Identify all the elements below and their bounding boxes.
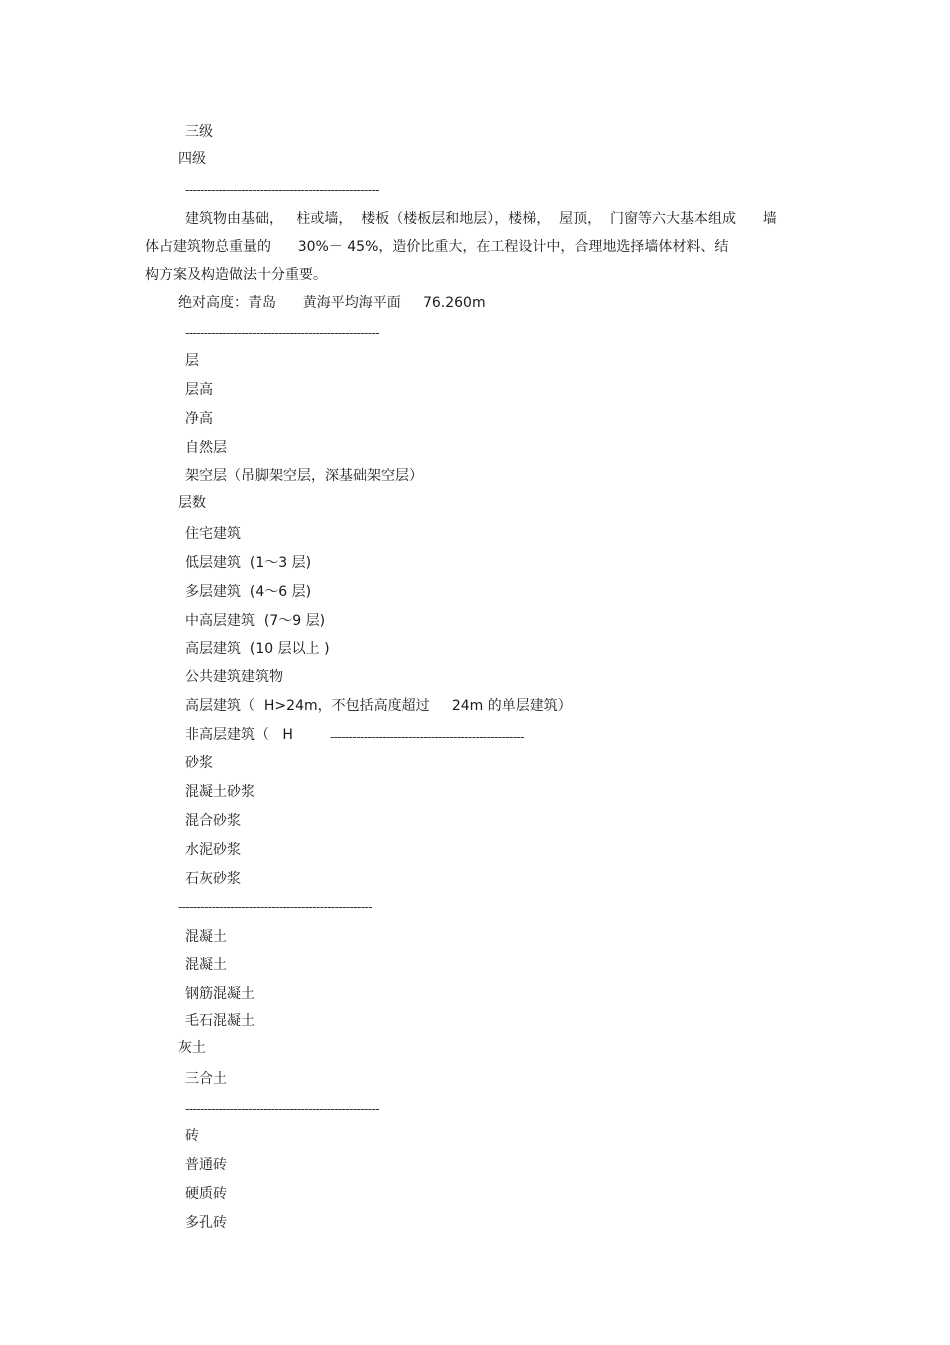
text-line: 三级 bbox=[185, 124, 213, 140]
separator-line: ---------------------------------------------------- bbox=[178, 900, 372, 914]
text-line: 砂浆 bbox=[185, 755, 213, 771]
text-line: 混凝土 bbox=[185, 957, 227, 973]
text-line: 毛石混凝土 bbox=[185, 1013, 255, 1029]
separator-line: ---------------------------------------------------- bbox=[185, 326, 379, 340]
text-line: 非高层建筑（ H bbox=[185, 727, 293, 743]
text-line: 普通砖 bbox=[185, 1157, 227, 1173]
text-line: 四级 bbox=[178, 151, 206, 167]
text-line: 硬质砖 bbox=[185, 1186, 227, 1202]
separator-line: ---------------------------------------------------- bbox=[330, 730, 524, 744]
text-line: 三合土 bbox=[185, 1071, 227, 1087]
separator-line: ---------------------------------------------------- bbox=[185, 183, 379, 197]
text-line: 低层建筑 (1～3 层) bbox=[185, 555, 312, 571]
text-line: 住宅建筑 bbox=[185, 526, 241, 542]
text-line: 架空层（吊脚架空层，深基础架空层） bbox=[185, 468, 423, 484]
text-line: 灰土 bbox=[178, 1040, 206, 1056]
paragraph-line: 建筑物由基础， 柱或墙， 楼板（楼板层和地层），楼梯， 屋顶， 门窗等六大基本组成 墙 bbox=[185, 211, 777, 227]
text-line: 层 bbox=[185, 353, 199, 369]
text-line: 公共建筑建筑物 bbox=[185, 669, 283, 685]
text-line: 净高 bbox=[185, 411, 213, 427]
text-line: 水泥砂浆 bbox=[185, 842, 241, 858]
text-line: 石灰砂浆 bbox=[185, 871, 241, 887]
text-line: 中高层建筑 (7～9 层) bbox=[185, 613, 326, 629]
text-line: 绝对高度：青岛 黄海平均海平面 76.260m bbox=[178, 295, 486, 311]
paragraph-line: 构方案及构造做法十分重要。 bbox=[145, 267, 327, 283]
text-line: 高层建筑 (10 层以上 ) bbox=[185, 641, 330, 657]
separator-line: ---------------------------------------------------- bbox=[185, 1102, 379, 1116]
text-line: 高层建筑（ H>24m，不包括高度超过 24m 的单层建筑） bbox=[185, 698, 572, 714]
text-line: 多层建筑 (4～6 层) bbox=[185, 584, 312, 600]
paragraph-line: 体占建筑物总重量的 30%－ 45%，造价比重大，在工程设计中，合理地选择墙体材料、结 bbox=[145, 239, 729, 255]
text-line: 层数 bbox=[178, 495, 206, 511]
text-line: 层高 bbox=[185, 382, 213, 398]
text-line: 混合砂浆 bbox=[185, 813, 241, 829]
text-line: 多孔砖 bbox=[185, 1215, 227, 1231]
text-line: 砖 bbox=[185, 1128, 199, 1144]
text-line: 钢筋混凝土 bbox=[185, 986, 255, 1002]
text-line: 混凝土砂浆 bbox=[185, 784, 255, 800]
text-line: 自然层 bbox=[185, 440, 227, 456]
text-line: 混凝土 bbox=[185, 929, 227, 945]
